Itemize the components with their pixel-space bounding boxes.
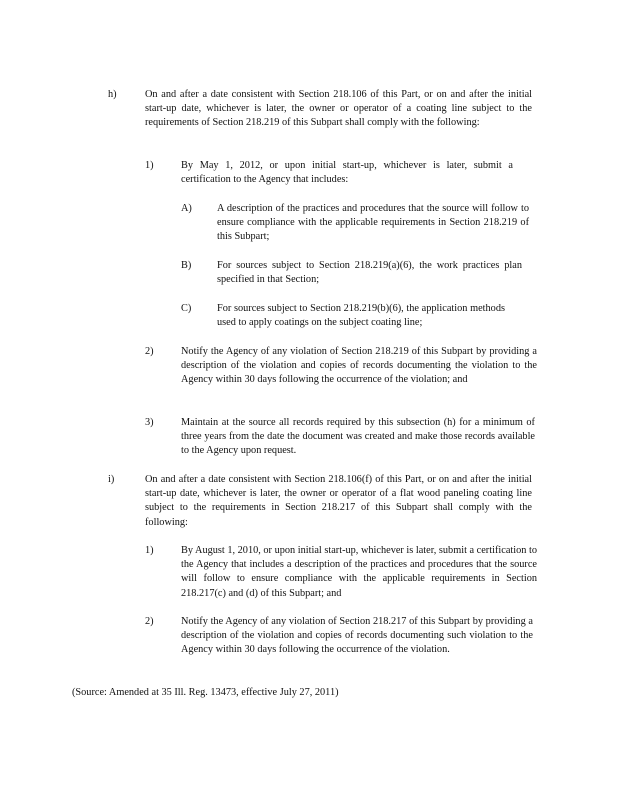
item-text: Notify the Agency of any violation of Section 218.217 of this Subpart by providing a description of the violation and copies of records documenting such violation to the Agency within 30 days following the occurrence of the violation. xyxy=(181,616,533,656)
item-label: 1) xyxy=(145,160,154,171)
item-label: A) xyxy=(181,203,192,214)
item-label: i) xyxy=(108,474,115,485)
source-note: (Source: Amended at 35 Ill. Reg. 13473, effective July 27, 2011) xyxy=(72,687,339,698)
item-text: By May 1, 2012, or upon initial start-up, whichever is later, submit a certification to the Agency that includes: xyxy=(181,160,513,186)
item-label: 1) xyxy=(145,545,154,556)
item-label: C) xyxy=(181,303,192,314)
item-text: Maintain at the source all records required by this subsection (h) for a minimum of three years from the date the document was created and make those records available to the Agency upon request. xyxy=(181,417,535,457)
item-text: For sources subject to Section 218.219(a)(6), the work practices plan specified in that Section; xyxy=(217,260,522,286)
item-label: h) xyxy=(108,89,117,100)
item-text: By August 1, 2010, or upon initial start-up, whichever is later, submit a certification to the Agency that includes a description of the practices and procedures that the source will follow to ensure compliance with the applicable requirements in Section 218.217(c) and (d) of this Subpart; and xyxy=(181,545,537,599)
item-label: 2) xyxy=(145,616,154,627)
item-text: On and after a date consistent with Section 218.106 of this Part, or on and after the initial start-up date, whichever is later, the owner or operator of a coating line subject to the requirements of Section 218.219 of this Subpart shall comply with the following: xyxy=(145,89,532,129)
item-label: 2) xyxy=(145,346,154,357)
item-text: On and after a date consistent with Section 218.106(f) of this Part, or on and after the initial start-up date, whichever is later, the owner or operator of a flat wood paneling coating line subject to the requirements in Section 218.217 of this Subpart shall comply with the following: xyxy=(145,474,532,528)
item-text: Notify the Agency of any violation of Section 218.219 of this Subpart by providing a description of the violation and copies of records documenting the violation to the Agency within 30 days following the occurrence of the violation; and xyxy=(181,346,537,386)
item-text: A description of the practices and procedures that the source will follow to ensure compliance with the applicable requirements in Section 218.219 of this Subpart; xyxy=(217,203,529,243)
item-label: 3) xyxy=(145,417,154,428)
item-text: For sources subject to Section 218.219(b)(6), the application methods used to apply coatings on the subject coating line; xyxy=(217,303,505,329)
item-label: B) xyxy=(181,260,192,271)
